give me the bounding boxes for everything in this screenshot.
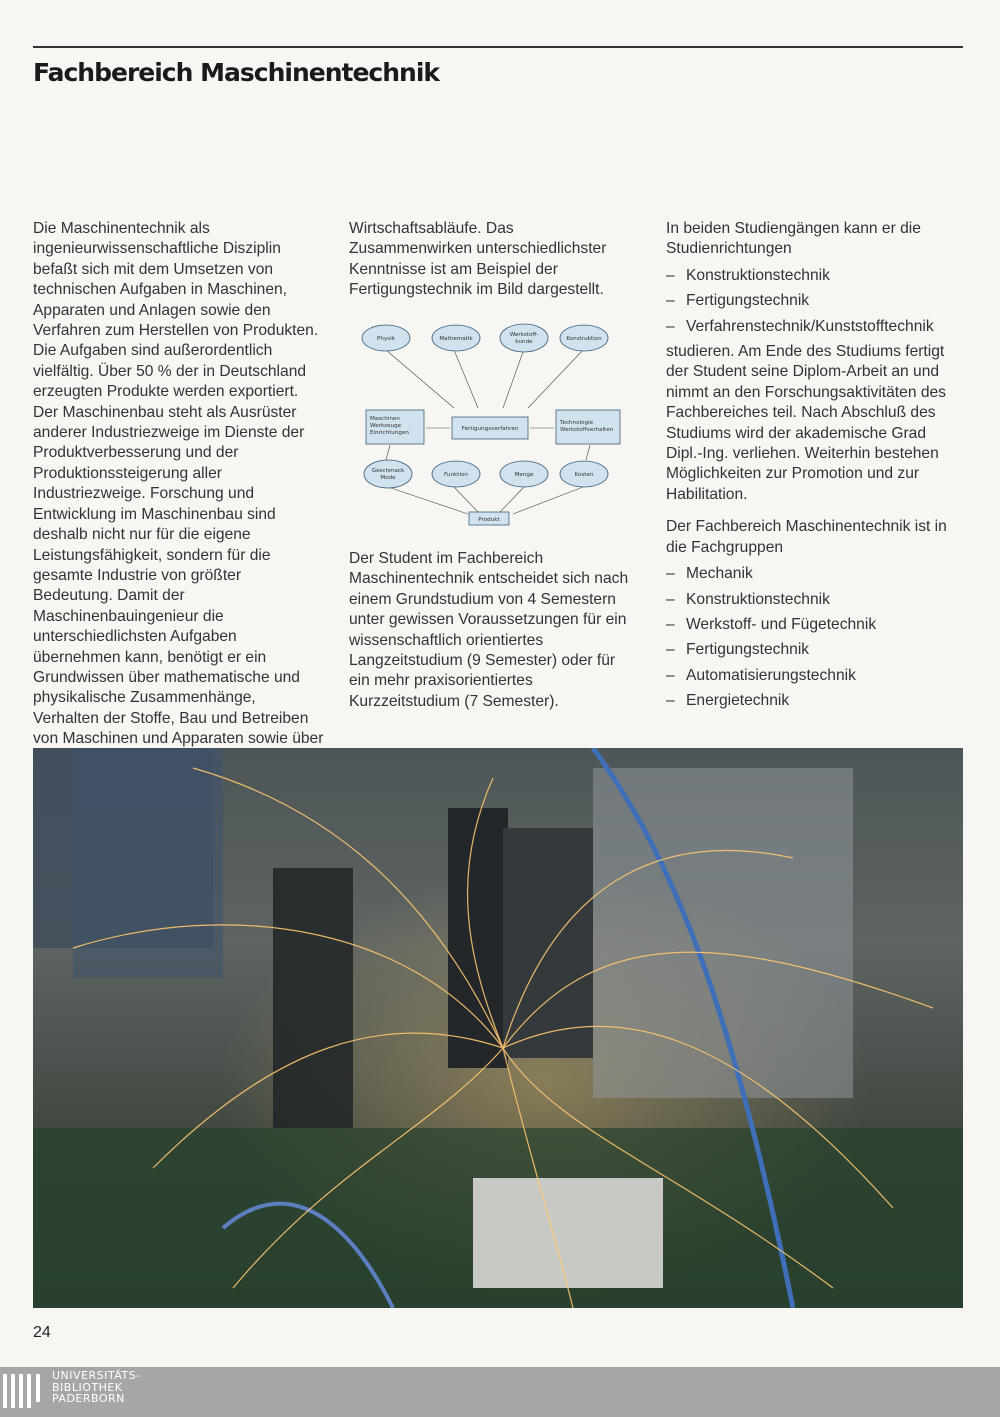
list-item: – Verfahrenstechnik/Kunststofftechnik — [666, 314, 966, 339]
page-number: 24 — [33, 1324, 51, 1341]
node-menge — [500, 461, 548, 487]
list-item: – Mechanik — [666, 561, 966, 586]
node-funktion — [432, 461, 480, 487]
arrow-menge — [500, 487, 524, 512]
column-3-groups-intro: Der Fachbereich Maschinentechnik ist in die Fachgruppen — [666, 518, 947, 556]
welding-photo — [33, 748, 963, 1308]
svg-text:Technologie: Technologie — [560, 420, 594, 426]
svg-text:Einrichtungen: Einrichtungen — [370, 430, 409, 436]
library-footer — [0, 1367, 1000, 1417]
column-2-text-top: Wirtschaftsabläufe. Das Zusammenwirken unterschiedlichster Kenntnisse ist am Beispiel der Fertigungstechnik im Bild dargestellt. — [349, 220, 607, 299]
arrow-konstruktion — [528, 350, 583, 408]
svg-text:Maschinen: Maschinen — [370, 416, 400, 422]
node-left-box — [366, 410, 424, 444]
library-logo-text: UNIVERSITÄTS- BIBLIOTHEK PADERBORN — [52, 1369, 141, 1405]
groups-list — [666, 561, 966, 713]
arrow-left-down — [386, 445, 390, 460]
column-3-intro: In beiden Studiengängen kann er die Studienrichtungen — [666, 220, 921, 258]
list-item: – Konstruktionstechnik — [666, 587, 966, 612]
node-werkstoffkunde — [500, 324, 548, 352]
svg-text:Werkzeuge: Werkzeuge — [370, 423, 402, 429]
list-item: – Energietechnik — [666, 688, 966, 713]
column-3-middle: studieren. Am Ende des Studiums fertigt der Student seine Diplom-Arbeit an und nimmt an den Forschungsaktivitäten des Fachbereiches teil. Nach Abschluß des Studiums wird der akademische Grad Dipl.-Ing. verliehen. Weiterhin bestehen Möglichkeiten zur Promotion und zur Habilitation. — [666, 343, 946, 503]
svg-text:Physik: Physik — [377, 336, 395, 342]
arrow-werkstoffkunde — [503, 352, 523, 408]
node-produkt — [469, 512, 509, 525]
arrow-kosten — [513, 487, 583, 514]
library-logo-icon — [3, 1374, 45, 1414]
svg-text:Produkt: Produkt — [478, 517, 500, 523]
node-geschmack-mode — [364, 460, 412, 488]
node-physik — [362, 325, 410, 351]
svg-text:Fertigungsverfahren: Fertigungsverfahren — [461, 426, 519, 432]
node-fertigungsverfahren — [452, 417, 528, 439]
process-diagram — [358, 312, 626, 530]
list-item: – Fertigungstechnik — [666, 288, 966, 313]
arrow-mathematik — [454, 350, 478, 408]
column-2-text-bottom: Der Student im Fachbereich Maschinentechnik entscheidet sich nach einem Grundstudium von 4 Semestern unter gewissen Voraussetzungen für ein wissenschaftlich orientiertes Langzeitstudium (9 Semester) oder für ein mehr praxisorientiertes Kurzzeitstudium (7 Semester). — [349, 550, 629, 710]
node-konstruktion — [560, 325, 608, 351]
list-item: – Konstruktionstechnik — [666, 263, 966, 288]
arrow-geschmack — [388, 487, 468, 514]
column-1 — [33, 219, 325, 770]
list-item: – Automatisierungstechnik — [666, 663, 966, 688]
svg-text:Konstruktion: Konstruktion — [566, 336, 602, 342]
directions-list — [666, 263, 966, 339]
svg-text:Mathematik: Mathematik — [439, 336, 473, 342]
svg-text:Mode: Mode — [380, 475, 396, 481]
node-kosten — [560, 461, 608, 487]
photo-illustration — [33, 748, 963, 1308]
arrow-right-down — [586, 445, 590, 460]
svg-text:kunde: kunde — [515, 339, 533, 345]
svg-text:Geschmack: Geschmack — [371, 468, 405, 474]
page-title: Fachbereich Maschinentechnik — [33, 58, 440, 87]
svg-text:Werkstoff-: Werkstoff- — [509, 332, 539, 338]
svg-text:Werkstoffverhalten: Werkstoffverhalten — [560, 427, 614, 433]
column-1-text: Die Maschinentechnik als ingenieurwissenschaftliche Disziplin befaßt sich mit dem Umsetzen von technischen Aufgaben in Maschinen, Apparaten und Anlagen sowie den Verfahren zum Herstellen von Produkten. Die Aufgaben sind außerordentlich vielfältig. Über 50 % der in Deutschland erzeugten Produkte werden exportiert. Der Maschinenbau steht als Ausrüster anderer Industriezweige im Dienste der Produktverbesserung und der Produktionssteigerung aller Industriezweige. Forschung und Entwicklung im Maschinenbau sind deshalb nicht nur für die eigene Leistungsfähigkeit, sondern für die gesamte Industrie von größter Bedeutung. Damit der Maschinenbauingenieur die unterschiedlichsten Aufgaben übernehmen kann, benötigt er ein Grundwissen über mathematische und physikalische Zusammenhänge, Verhalten der Stoffe, Bau und Betreiben von Maschinen und Apparaten sowie über — [33, 220, 324, 748]
column-3 — [666, 219, 966, 717]
svg-text:Funktion: Funktion — [444, 472, 468, 478]
node-right-box — [556, 410, 620, 444]
top-rule — [33, 46, 963, 48]
list-item: – Werkstoff- und Fügetechnik — [666, 612, 966, 637]
list-item: – Fertigungstechnik — [666, 637, 966, 662]
svg-text:Kosten: Kosten — [574, 472, 594, 478]
arrow-physik — [386, 350, 454, 408]
arrow-funktion — [454, 487, 478, 512]
svg-text:Menge: Menge — [514, 472, 534, 478]
node-mathematik — [432, 325, 480, 351]
